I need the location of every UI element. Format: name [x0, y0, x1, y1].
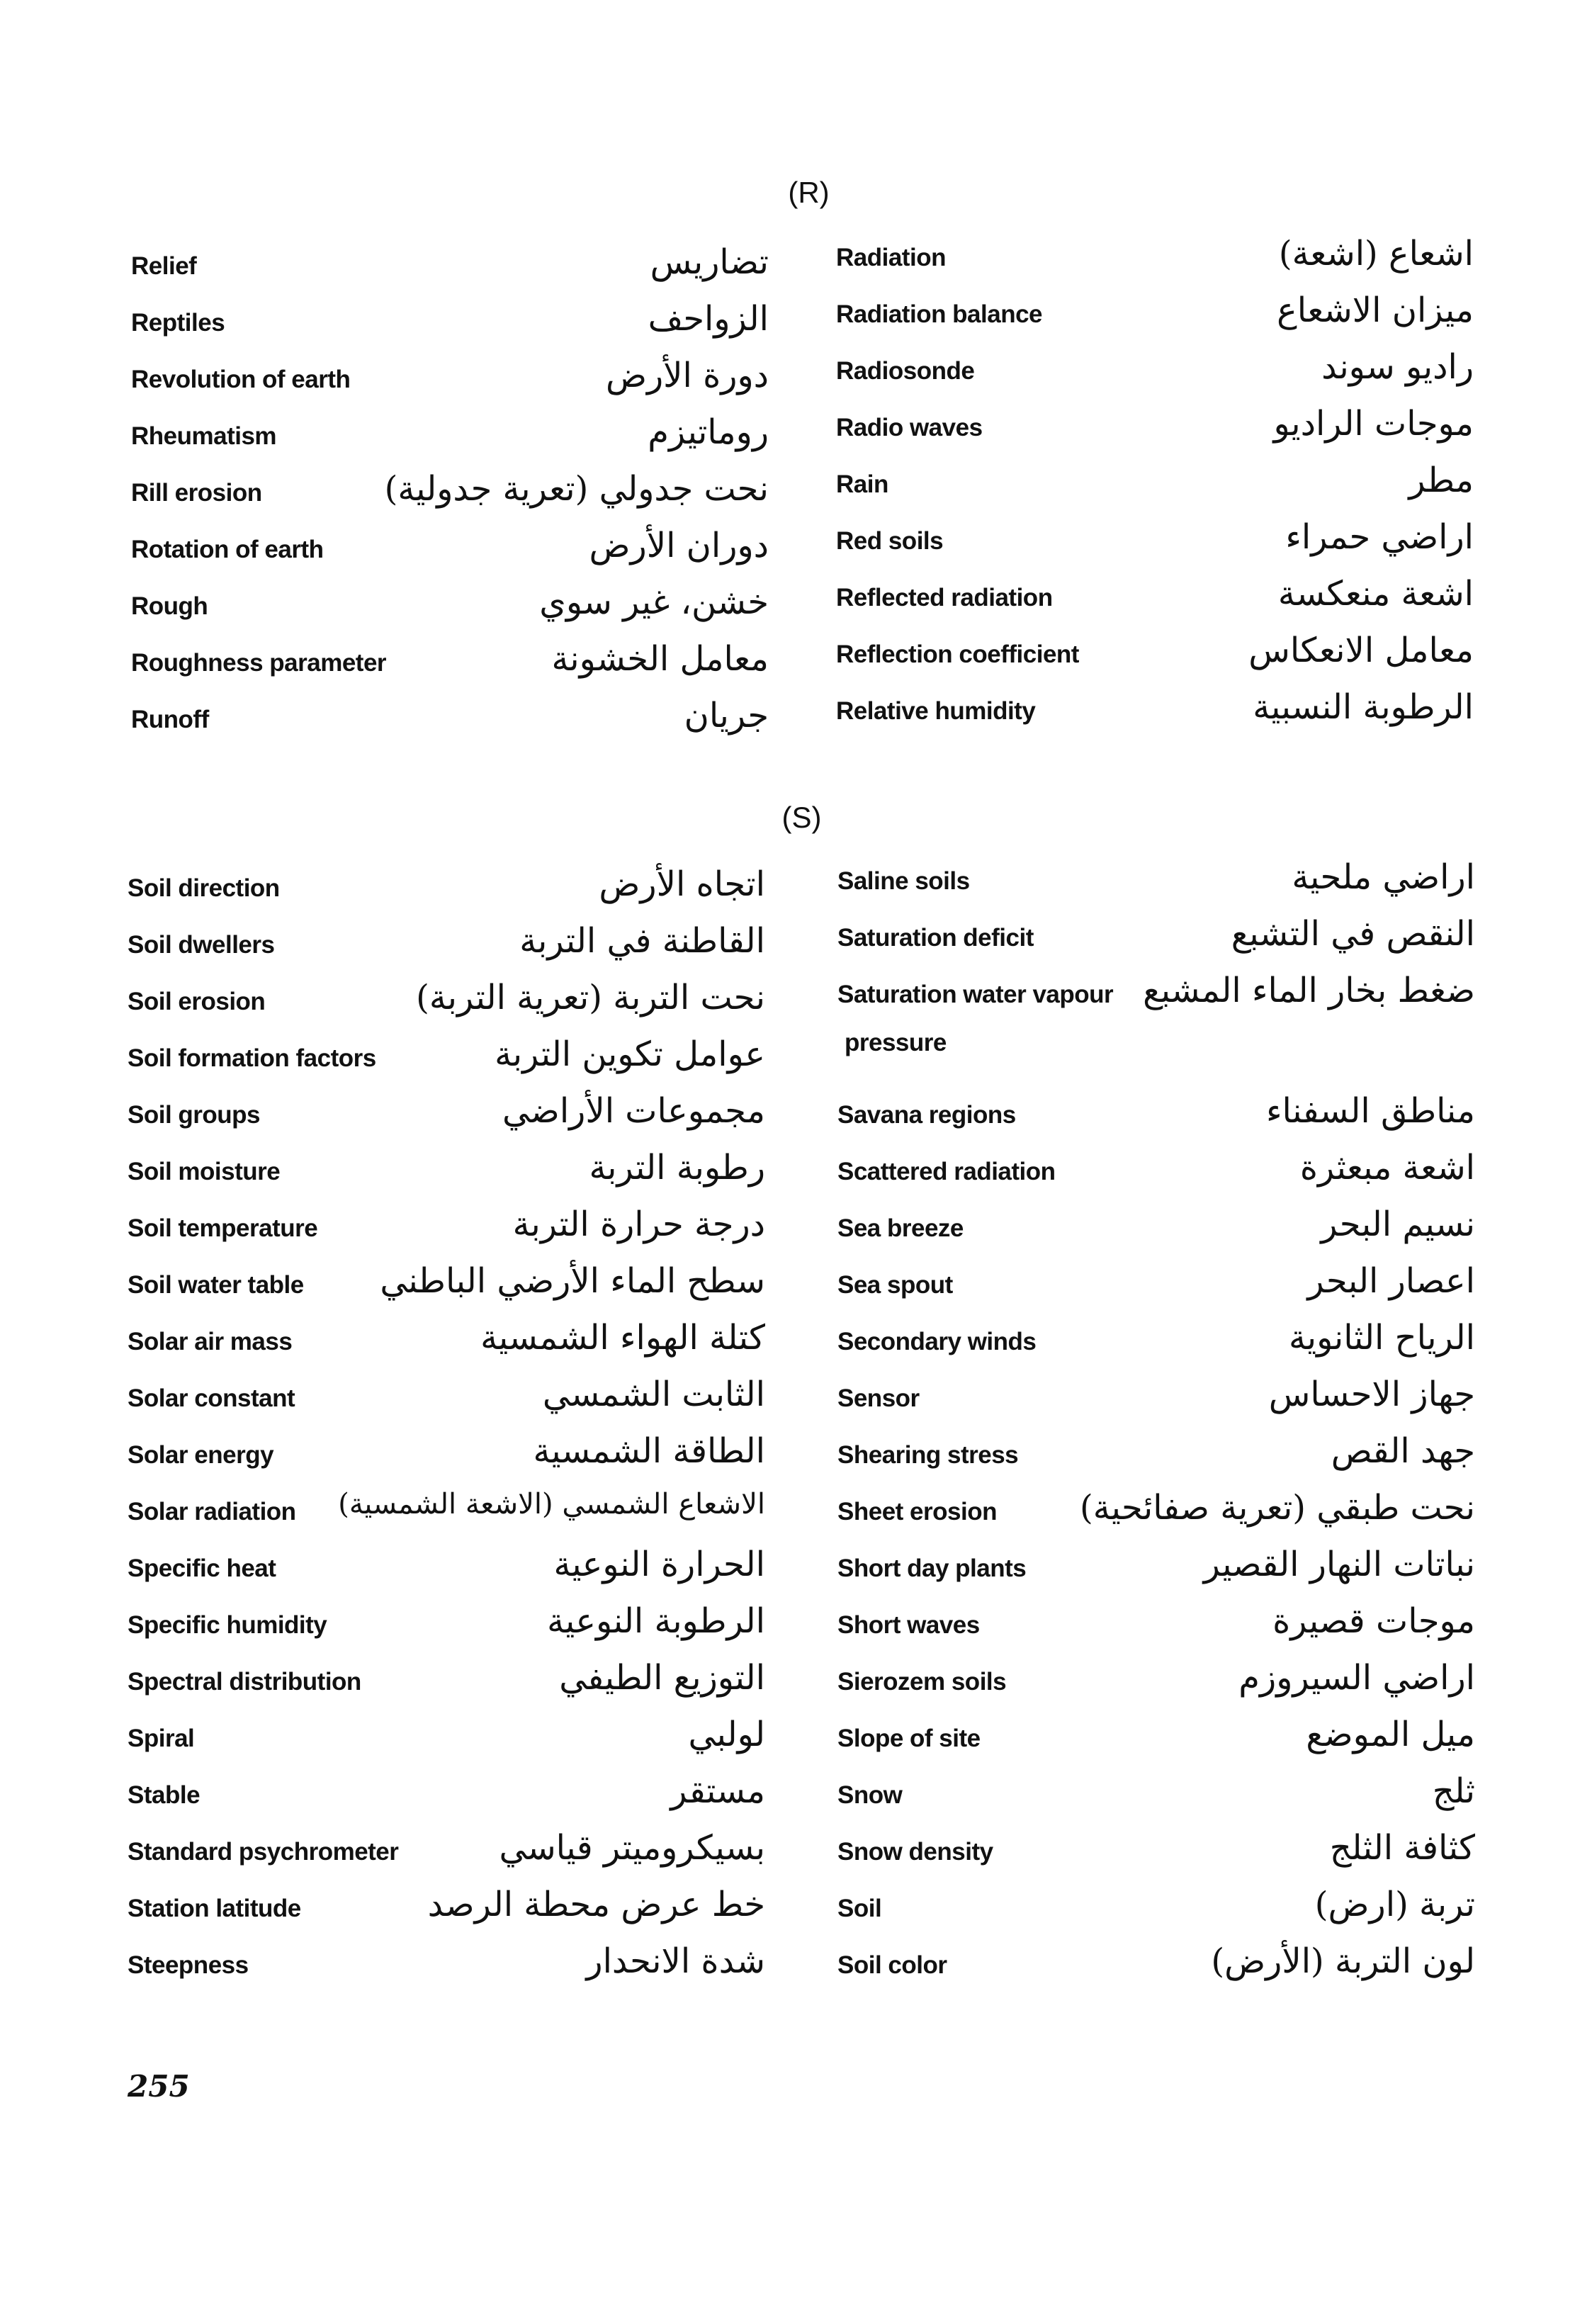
glossary-entry — [131, 696, 769, 752]
glossary-entry — [128, 1488, 765, 1545]
glossary-entry — [837, 1261, 1475, 1318]
glossary-entry — [128, 1658, 765, 1715]
english-term: Soil — [837, 1895, 882, 1922]
glossary-entry — [837, 1715, 1475, 1771]
arabic-term: نباتات النهار القصير — [1203, 1545, 1475, 1584]
english-term: Solar energy — [128, 1441, 274, 1469]
arabic-term: نحت جدولي (تعرية جدولية) — [384, 469, 769, 509]
glossary-entry — [128, 1431, 765, 1488]
english-term: Soil color — [837, 1951, 947, 1979]
arabic-term: مستقر — [670, 1771, 765, 1811]
english-term: Shearing stress — [837, 1441, 1019, 1469]
english-term: Slope of site — [837, 1725, 981, 1752]
glossary-entry — [128, 1375, 765, 1431]
glossary-entry — [837, 914, 1475, 971]
arabic-term: دورة الأرض — [605, 356, 769, 395]
glossary-entry — [128, 1148, 765, 1205]
arabic-term: اراضي حمراء — [1285, 517, 1474, 557]
english-term: Soil moisture — [128, 1158, 281, 1185]
arabic-term: خشن، غير سوي — [539, 582, 769, 622]
english-term: Steepness — [128, 1951, 249, 1979]
arabic-term: لولبي — [688, 1715, 765, 1754]
english-term: Saline soils — [837, 867, 970, 895]
arabic-term: ضغط بخار الماء المشبع — [1143, 971, 1475, 1010]
english-term: Specific humidity — [128, 1611, 327, 1639]
arabic-term: كتلة الهواء الشمسية — [480, 1318, 765, 1358]
arabic-term: معامل الانعكاس — [1248, 631, 1474, 670]
glossary-entry — [128, 978, 765, 1034]
arabic-term: جهد القص — [1331, 1431, 1475, 1471]
english-term: Snow — [837, 1781, 903, 1809]
glossary-entry — [837, 1885, 1475, 1941]
arabic-term: ميل الموضع — [1306, 1715, 1475, 1754]
arabic-term: لون التربة (الأرض) — [1211, 1941, 1475, 1981]
arabic-term: راديو سوند — [1321, 347, 1474, 387]
english-term: Stable — [128, 1781, 201, 1809]
glossary-entry — [128, 1545, 765, 1601]
english-term: Sea breeze — [837, 1214, 964, 1242]
arabic-term: نحت طبقي (تعرية صفائحية) — [1080, 1488, 1475, 1528]
arabic-term: ميزان الاشعاع — [1277, 290, 1474, 330]
english-term: Radiosonde — [836, 357, 975, 385]
english-term: Reflected radiation — [836, 584, 1053, 611]
section-heading-r: (R) — [788, 176, 830, 209]
section-r-left-column — [131, 242, 769, 752]
english-term: Soil erosion — [128, 988, 266, 1015]
arabic-term: مجموعات الأراضي — [502, 1091, 765, 1131]
glossary-entry — [128, 921, 765, 978]
english-term: Soil temperature — [128, 1214, 318, 1242]
english-term: Rheumatism — [131, 422, 277, 450]
glossary-entry — [836, 517, 1474, 574]
english-term: Secondary winds — [837, 1328, 1037, 1355]
glossary-entry — [836, 631, 1474, 687]
glossary-entry — [837, 1828, 1475, 1885]
glossary-entry — [837, 971, 1475, 1091]
glossary-entry — [131, 639, 769, 696]
english-term: Savana regions — [837, 1101, 1016, 1129]
arabic-term: نسيم البحر — [1321, 1205, 1475, 1244]
arabic-term: اراضي ملحية — [1292, 857, 1475, 897]
english-term: Rill erosion — [131, 479, 262, 507]
arabic-term: الرطوبة النسبية — [1253, 687, 1474, 727]
arabic-term: الزواحف — [648, 299, 769, 339]
arabic-term: اشعة منعكسة — [1277, 574, 1474, 614]
english-term: Saturation water vapour — [837, 981, 1114, 1008]
glossary-entry — [128, 1261, 765, 1318]
arabic-term: اعصار البحر — [1307, 1261, 1475, 1301]
glossary-entry — [131, 242, 769, 299]
english-term: Revolution of earth — [131, 366, 351, 393]
english-term: Short waves — [837, 1611, 980, 1639]
glossary-entry — [837, 1658, 1475, 1715]
glossary-entry — [128, 1034, 765, 1091]
english-term: Specific heat — [128, 1555, 276, 1582]
arabic-term: الطاقة الشمسية — [533, 1431, 765, 1471]
english-term: Solar radiation — [128, 1498, 296, 1525]
english-term: Station latitude — [128, 1895, 301, 1922]
glossary-entry — [128, 1771, 765, 1828]
arabic-term: مطر — [1409, 461, 1474, 500]
glossary-entry — [837, 1318, 1475, 1375]
english-term: Scattered radiation — [837, 1158, 1056, 1185]
glossary-entry — [836, 290, 1474, 347]
glossary-entry — [837, 1545, 1475, 1601]
english-term: Short day plants — [837, 1555, 1027, 1582]
english-term: Reflection coefficient — [836, 641, 1079, 668]
english-term: Sierozem soils — [837, 1668, 1007, 1696]
section-s-left-column — [128, 864, 765, 1998]
arabic-term: موجات قصيرة — [1272, 1601, 1475, 1641]
english-term: Sensor — [837, 1384, 920, 1412]
english-term: Standard psychrometer — [128, 1838, 399, 1866]
arabic-term: الحرارة النوعية — [553, 1545, 765, 1584]
glossary-entry — [836, 687, 1474, 744]
glossary-entry — [128, 1885, 765, 1941]
glossary-entry — [128, 1091, 765, 1148]
glossary-entry — [131, 526, 769, 582]
english-term: Relief — [131, 252, 197, 280]
arabic-term: اتجاه الأرض — [599, 864, 765, 904]
glossary-entry — [836, 461, 1474, 517]
glossary-entry — [128, 1601, 765, 1658]
english-term: Rain — [836, 470, 888, 498]
arabic-term: روماتيزم — [648, 412, 769, 452]
english-term: Soil groups — [128, 1101, 260, 1129]
english-term-continuation: pressure — [845, 1029, 947, 1056]
arabic-term: النقص في التشبع — [1231, 914, 1475, 954]
english-term: Soil formation factors — [128, 1044, 376, 1072]
arabic-term: كثافة الثلج — [1329, 1828, 1475, 1868]
english-term: Soil dwellers — [128, 931, 275, 959]
glossary-entry — [837, 1771, 1475, 1828]
arabic-term: تربة (ارض) — [1314, 1885, 1475, 1924]
arabic-term: خط عرض محطة الرصد — [427, 1885, 765, 1924]
glossary-entry — [131, 356, 769, 412]
english-term: Roughness parameter — [131, 649, 387, 677]
english-term: Soil water table — [128, 1271, 304, 1299]
arabic-term: نحت التربة (تعرية التربة) — [416, 978, 765, 1017]
glossary-entry — [836, 404, 1474, 461]
english-term: Saturation deficit — [837, 924, 1034, 952]
english-term: Reptiles — [131, 309, 225, 337]
english-term: Snow density — [837, 1838, 993, 1866]
english-term: Rough — [131, 592, 208, 620]
section-s-right-column — [837, 857, 1475, 1998]
arabic-term: رطوبة التربة — [589, 1148, 765, 1188]
arabic-term: شدة الانحدار — [586, 1941, 765, 1981]
glossary-entry — [131, 299, 769, 356]
english-term: Spectral distribution — [128, 1668, 361, 1696]
arabic-term: ثلج — [1432, 1771, 1475, 1811]
arabic-term: سطح الماء الأرضي الباطني — [380, 1261, 765, 1301]
arabic-term: الرياح الثانوية — [1289, 1318, 1475, 1358]
section-r-right-column — [836, 234, 1474, 744]
arabic-term: اشعة مبعثرة — [1299, 1148, 1475, 1188]
arabic-term: الرطوبة النوعية — [547, 1601, 765, 1641]
arabic-term: معامل الخشونة — [551, 639, 769, 679]
english-term: Relative humidity — [836, 697, 1036, 725]
glossary-entry — [837, 1601, 1475, 1658]
glossary-entry — [128, 1205, 765, 1261]
arabic-term: مناطق السفناء — [1265, 1091, 1475, 1131]
english-term: Radiation — [836, 244, 946, 271]
glossary-entry — [837, 1375, 1475, 1431]
english-term: Solar air mass — [128, 1328, 293, 1355]
english-term: Soil direction — [128, 874, 280, 902]
arabic-term: دوران الأرض — [589, 526, 769, 565]
arabic-term: تضاريس — [650, 242, 769, 282]
english-term: Radio waves — [836, 414, 983, 441]
arabic-term: اراضي السيروزم — [1238, 1658, 1475, 1698]
glossary-entry — [128, 864, 765, 921]
english-term: Spiral — [128, 1725, 195, 1752]
glossary-entry — [836, 347, 1474, 404]
glossary-entry — [837, 857, 1475, 914]
english-term: Runoff — [131, 706, 209, 733]
glossary-entry — [131, 412, 769, 469]
glossary-entry — [128, 1318, 765, 1375]
section-heading-s: (S) — [781, 801, 822, 834]
page-number: 255 — [128, 2069, 190, 2104]
arabic-term: الاشعاع الشمسي (الاشعة الشمسية) — [338, 1488, 765, 1521]
glossary-entry — [128, 1828, 765, 1885]
arabic-term: جهاز الاحساس — [1268, 1375, 1475, 1414]
glossary-entry — [131, 582, 769, 639]
arabic-term: التوزيع الطيفي — [559, 1658, 765, 1698]
english-term: Sea spout — [837, 1271, 953, 1299]
arabic-term: القاطنة في التربة — [519, 921, 765, 961]
glossary-entry — [837, 1091, 1475, 1148]
glossary-entry — [837, 1431, 1475, 1488]
glossary-entry — [837, 1205, 1475, 1261]
arabic-term: درجة حرارة التربة — [512, 1205, 765, 1244]
english-term: Solar constant — [128, 1384, 295, 1412]
arabic-term: الثابت الشمسي — [542, 1375, 765, 1414]
arabic-term: موجات الراديو — [1273, 404, 1474, 444]
english-term: Rotation of earth — [131, 536, 324, 563]
glossary-entry — [128, 1715, 765, 1771]
glossary-entry — [836, 574, 1474, 631]
glossary-entry — [836, 234, 1474, 290]
arabic-term: جريان — [684, 696, 769, 735]
glossary-entry — [837, 1148, 1475, 1205]
glossary-entry — [837, 1941, 1475, 1998]
arabic-term: عوامل تكوين التربة — [495, 1034, 765, 1074]
english-term: Red soils — [836, 527, 944, 555]
english-term: Sheet erosion — [837, 1498, 997, 1525]
glossary-entry — [128, 1941, 765, 1998]
glossary-entry — [131, 469, 769, 526]
english-term: Radiation balance — [836, 300, 1043, 328]
glossary-entry — [837, 1488, 1475, 1545]
arabic-term: اشعاع (اشعة) — [1278, 234, 1474, 273]
arabic-term: بسيكروميتر قياسي — [499, 1828, 765, 1868]
